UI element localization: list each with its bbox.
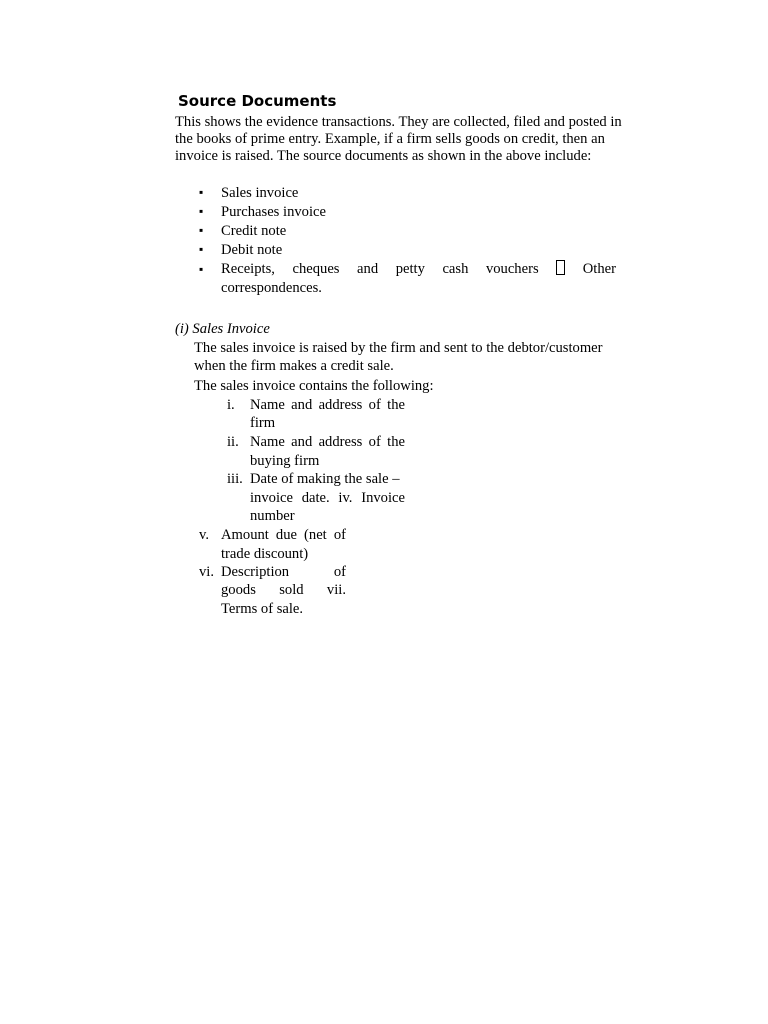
word: the: [387, 397, 405, 413]
word: goods: [221, 582, 256, 598]
intro-line-1: This shows the evidence transactions. They are collected, filed and posted in: [175, 114, 622, 130]
invoice-item-terms: Terms of sale.: [221, 601, 304, 617]
list-item-sales-invoice: Sales invoice: [221, 185, 299, 201]
word: sold: [279, 582, 304, 598]
word: vii.: [326, 582, 346, 598]
word: address: [318, 434, 363, 450]
list-number: iii.: [227, 471, 243, 487]
section-heading-sales-invoice: (i) Sales Invoice: [175, 321, 270, 337]
list-number: vi.: [199, 564, 214, 580]
page-title: Source Documents: [178, 92, 337, 110]
intro-line-3: invoice is raised. The source documents as shown in the above include:: [175, 148, 592, 164]
invoice-item-date-cont: [250, 489, 405, 507]
word: of: [333, 564, 346, 580]
list-item-credit-note: Credit note: [221, 223, 287, 239]
bullet-square-icon: ▪: [199, 242, 204, 256]
invoice-item-amount-due-cont: trade discount): [221, 546, 309, 562]
word: and: [291, 434, 313, 450]
intro-line-2: the books of prime entry. Example, if a firm sells goods on credit, then an: [175, 131, 605, 147]
word: Invoice: [361, 490, 405, 506]
invoice-item-date: Date of making the sale –: [250, 471, 400, 487]
word: cash: [442, 261, 469, 277]
word: cheques: [292, 261, 340, 277]
word: of: [368, 434, 381, 450]
invoice-item-amount-due: [221, 526, 346, 544]
list-item-debit-note: Debit note: [221, 242, 283, 258]
word: invoice: [250, 490, 293, 506]
invoice-item-buyer-address-cont: buying firm: [250, 453, 320, 469]
list-item-purchases-invoice: Purchases invoice: [221, 204, 326, 220]
bullet-square-icon: ▪: [199, 185, 204, 199]
invoice-item-name-address-cont: firm: [250, 415, 276, 431]
word: (net: [304, 527, 327, 543]
section-para-1-line-2: when the firm makes a credit sale.: [194, 358, 394, 374]
word: petty: [395, 261, 425, 277]
list-item-receipts-cont: correspondences.: [221, 280, 322, 296]
invoice-item-description: [221, 563, 346, 581]
invoice-item-buyer-address: [250, 433, 405, 451]
list-item-receipts: [221, 260, 616, 278]
word: vouchers: [485, 261, 539, 277]
bullet-square-icon: ▪: [199, 223, 204, 237]
bullet-square-icon: ▪: [199, 262, 204, 276]
word: date.: [301, 490, 330, 506]
word: and: [291, 397, 313, 413]
word: due: [275, 527, 297, 543]
word: address: [318, 397, 363, 413]
list-number: v.: [199, 527, 209, 543]
word: and: [357, 261, 379, 277]
word: iv.: [338, 490, 353, 506]
word: Amount: [221, 527, 269, 543]
missing-glyph-icon: [556, 260, 565, 275]
bullet-square-icon: ▪: [199, 204, 204, 218]
word: Other: [582, 261, 616, 277]
invoice-item-description-cont: [221, 581, 346, 599]
word: the: [387, 434, 405, 450]
list-number: ii.: [227, 434, 239, 450]
list-number: i.: [227, 397, 235, 413]
word: Receipts,: [221, 261, 275, 277]
word: of: [368, 397, 381, 413]
invoice-item-number: number: [250, 508, 295, 524]
section-para-1-line-1: The sales invoice is raised by the firm and sent to the debtor/customer: [194, 340, 603, 356]
invoice-item-name-address: [250, 396, 405, 414]
section-para-2: The sales invoice contains the following:: [194, 378, 434, 394]
word: Name: [250, 434, 285, 450]
word: Name: [250, 397, 285, 413]
word: of: [333, 527, 346, 543]
word: Description: [221, 564, 290, 580]
